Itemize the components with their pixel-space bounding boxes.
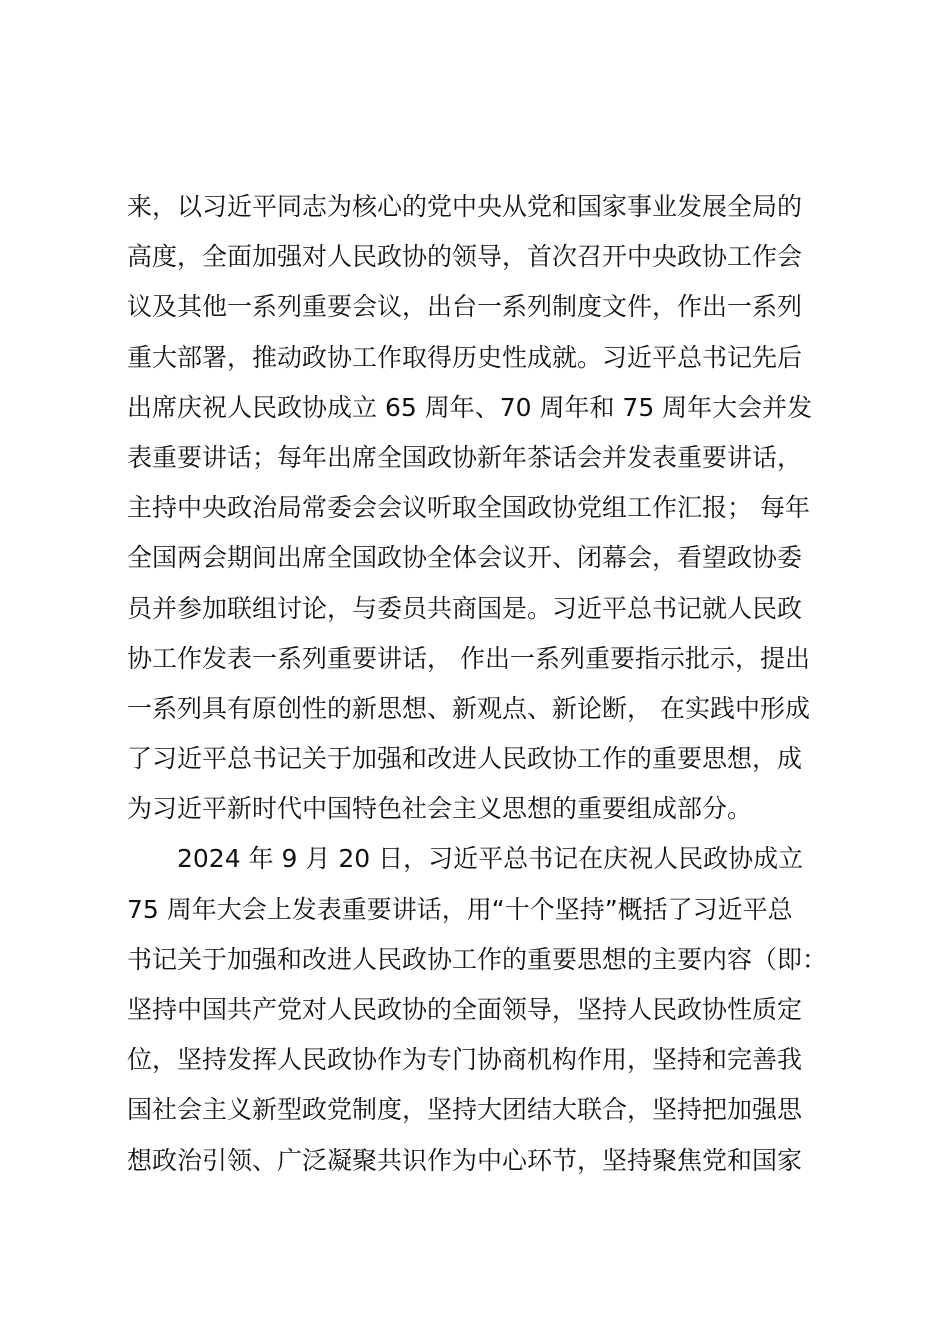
text-line: 想政治引领、广泛凝聚共识作为中心环节，坚持聚焦党和国家 <box>127 1145 803 1175</box>
text-line: 高度，全面加强对人民政协的领导，首次召开中央政协工作会 <box>127 242 803 272</box>
paragraph-first-line: 2024 年 9 月 20 日，习近平总书记在庆祝人民政协成立 <box>177 844 804 874</box>
text-line: 员并参加联组讨论，与委员共商国是。习近平总书记就人民政 <box>127 593 803 623</box>
text-line: 表重要讲话；每年出席全国政协新年茶话会并发表重要讲话， <box>127 442 803 472</box>
text-line: 书记关于加强和改进人民政协工作的重要思想的主要内容（即： <box>127 944 828 974</box>
text-line: 国社会主义新型政党制度，坚持大团结大联合，坚持把加强思 <box>127 1095 803 1125</box>
text-line: 75 周年大会上发表重要讲话，用“十个坚持”概括了习近平总 <box>127 894 793 924</box>
text-line: 了习近平总书记关于加强和改进人民政协工作的重要思想，成 <box>127 744 803 774</box>
text-line: 议及其他一系列重要会议，出台一系列制度文件，作出一系列 <box>127 292 803 322</box>
text-line: 来，以习近平同志为核心的党中央从党和国家事业发展全局的 <box>127 192 803 221</box>
text-line: 一系列具有原创性的新思想、新观点、新论断， 在实践中形成 <box>127 693 810 723</box>
text-line: 为习近平新时代中国特色社会主义思想的重要组成部分。 <box>127 794 753 824</box>
text-line: 位，坚持发挥人民政协作为专门协商机构作用，坚持和完善我 <box>127 1045 803 1075</box>
text-line: 出席庆祝人民政协成立 65 周年、70 周年和 75 周年大会并发 <box>127 392 813 422</box>
text-line: 重大部署，推动政协工作取得历史性成就。习近平总书记先后 <box>127 342 803 372</box>
text-line: 主持中央政治局常委会会议听取全国政协党组工作汇报； 每年 <box>127 493 810 523</box>
text-line: 坚持中国共产党对人民政协的全面领导，坚持人民政协性质定 <box>127 995 803 1024</box>
body-text <box>127 182 847 1186</box>
text-line: 全国两会期间出席全国政协全体会议开、闭幕会，看望政协委 <box>127 543 803 573</box>
text-line: 协工作发表一系列重要讲话， 作出一系列重要指示批示，提出 <box>127 643 810 673</box>
